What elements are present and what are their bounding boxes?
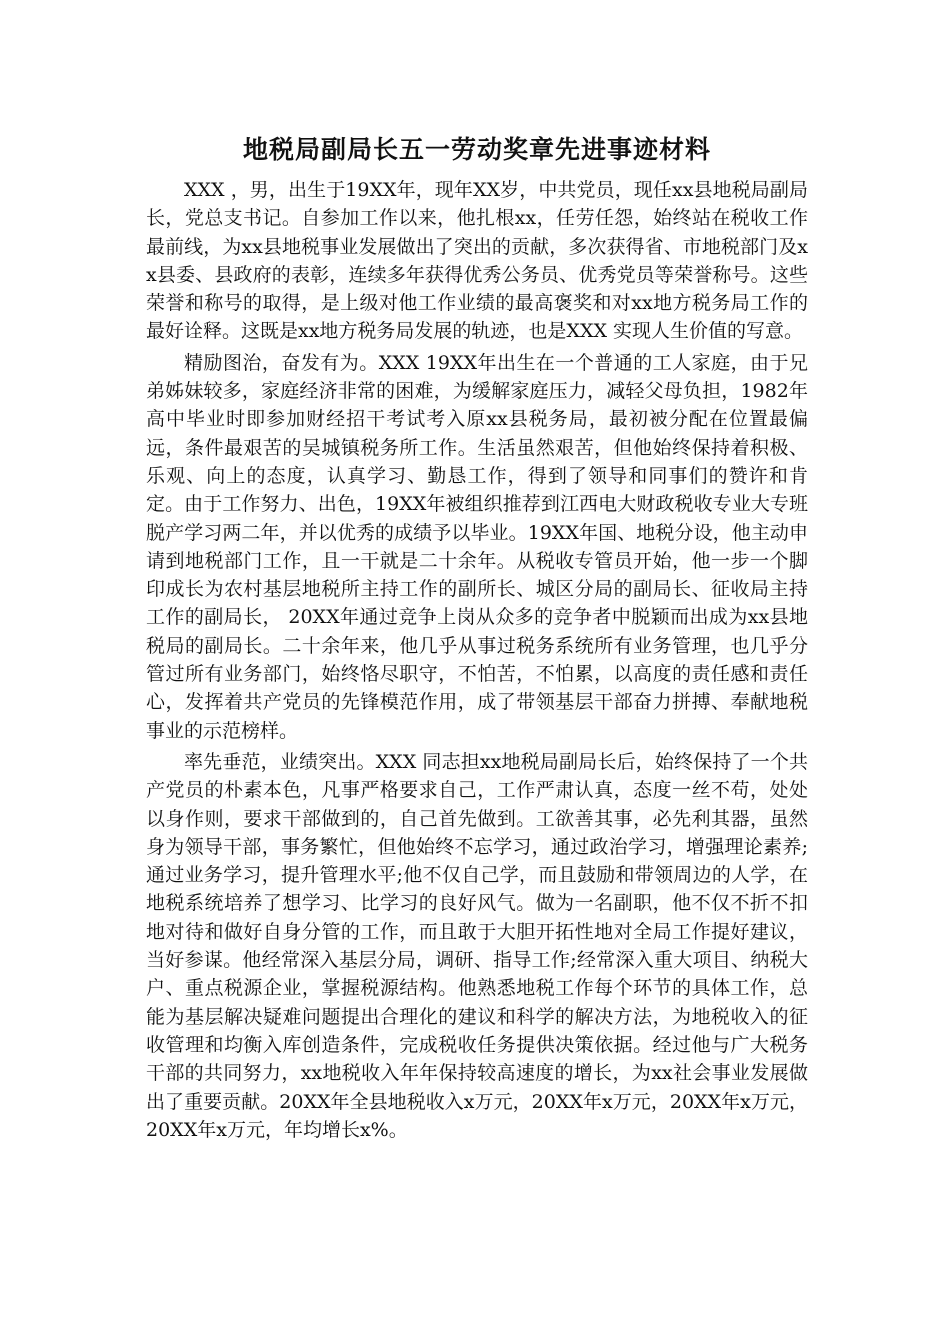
paragraph-achievements: 率先垂范，业绩突出。XXX 同志担xx地税局副局长后，始终保持了一个共产党员的朴素本色，凡事严格要求自己，工作严肃认真，态度一丝不苟，处处以身作则，要求干部做到的，自己首先做到。工欲善其事，必先利其器，虽然身为领导干部，事务繁忙，但他始终不忘学习，通过政治学习，增强理论素养;通过业务学习，提升管理水平;他不仅自己学，而且鼓励和带领周边的人学，在地税系统培养了想学习、比学习的良好风气。做为一名副职，他不仅不折不扣地对待和做好自身分管的工作，而且敢于大胆开拓性地对全局工作提好建议，当好参谋。他经常深入基层分局，调研、指导工作;经常深入重大项目、纳税大户、重点税源企业，掌握税源结构。他熟悉地税工作每个环节的具体工作，总能为基层解决疑难问题提出合理化的建议和科学的解决方法，为地税收入的征收管理和均衡入库创造条件，完成税收任务提供决策依据。经过他与广大税务干部的共同努力，xx地税收入年年保持较高速度的增长，为xx社会事业发展做出了重要贡献。20XX年全县地税收入x万元，20XX年x万元，20XX年x万元，20XX年x万元，年均增长x%。 <box>146 750 808 1141</box>
document-title: 地税局副局长五一劳动奖章先进事迹材料 <box>242 135 711 164</box>
paragraph-career: 精励图治，奋发有为。XXX 19XX年出生在一个普通的工人家庭，由于兄弟姊妹较多，家庭经济非常的困难，为缓解家庭压力，减轻父母负担，1982年高中毕业时即参加财经招干考试考入原xx县税务局，最初被分配在位置最偏远，条件最艰苦的吴城镇税务所工作。生活虽然艰苦，但他始终保持着积极、乐观、向上的态度，认真学习、勤恳工作，得到了领导和同事们的赞许和肯定。由于工作努力、出色，19XX年被组织推荐到江西电大财政税收专业大专班脱产学习两二年，并以优秀的成绩予以毕业。19XX年国、地税分设，他主动申请到地税部门工作，且一干就是二十余年。从税收专管员开始，他一步一个脚印成长为农村基层地税所主持工作的副所长、城区分局的副局长、征收局主持工作的副局长， 20XX年通过竞争上岗从众多的竞争者中脱颖而出成为xx县地税局的副局长。二十余年来，他几乎从事过税务系统所有业务管理，也几乎分管过所有业务部门，始终恪尽职守，不怕苦，不怕累，以高度的责任感和责任心，发挥着共产党员的先锋模范作用，成了带领基层干部奋力拼搏、奉献地税事业的示范榜样。 <box>146 351 808 742</box>
document-page <box>146 130 808 1147</box>
paragraph-intro: XXX ，男，出生于19XX年，现年XX岁，中共党员，现任xx县地税局副局长，党总支书记。自参加工作以来，他扎根xx，任劳任怨，始终站在税收工作最前线，为xx县地税事业发展做出了突出的贡献，多次获得省、市地税部门及xx县委、县政府的表彰，连续多年获得优秀公务员、优秀党员等荣誉称号。这些荣誉和称号的取得，是上级对他工作业绩的最高褒奖和对xx地方税务局工作的最好诠释。这既是xx地方税务局发展的轨迹，也是XXX 实现人生价值的写意。 <box>146 179 808 343</box>
